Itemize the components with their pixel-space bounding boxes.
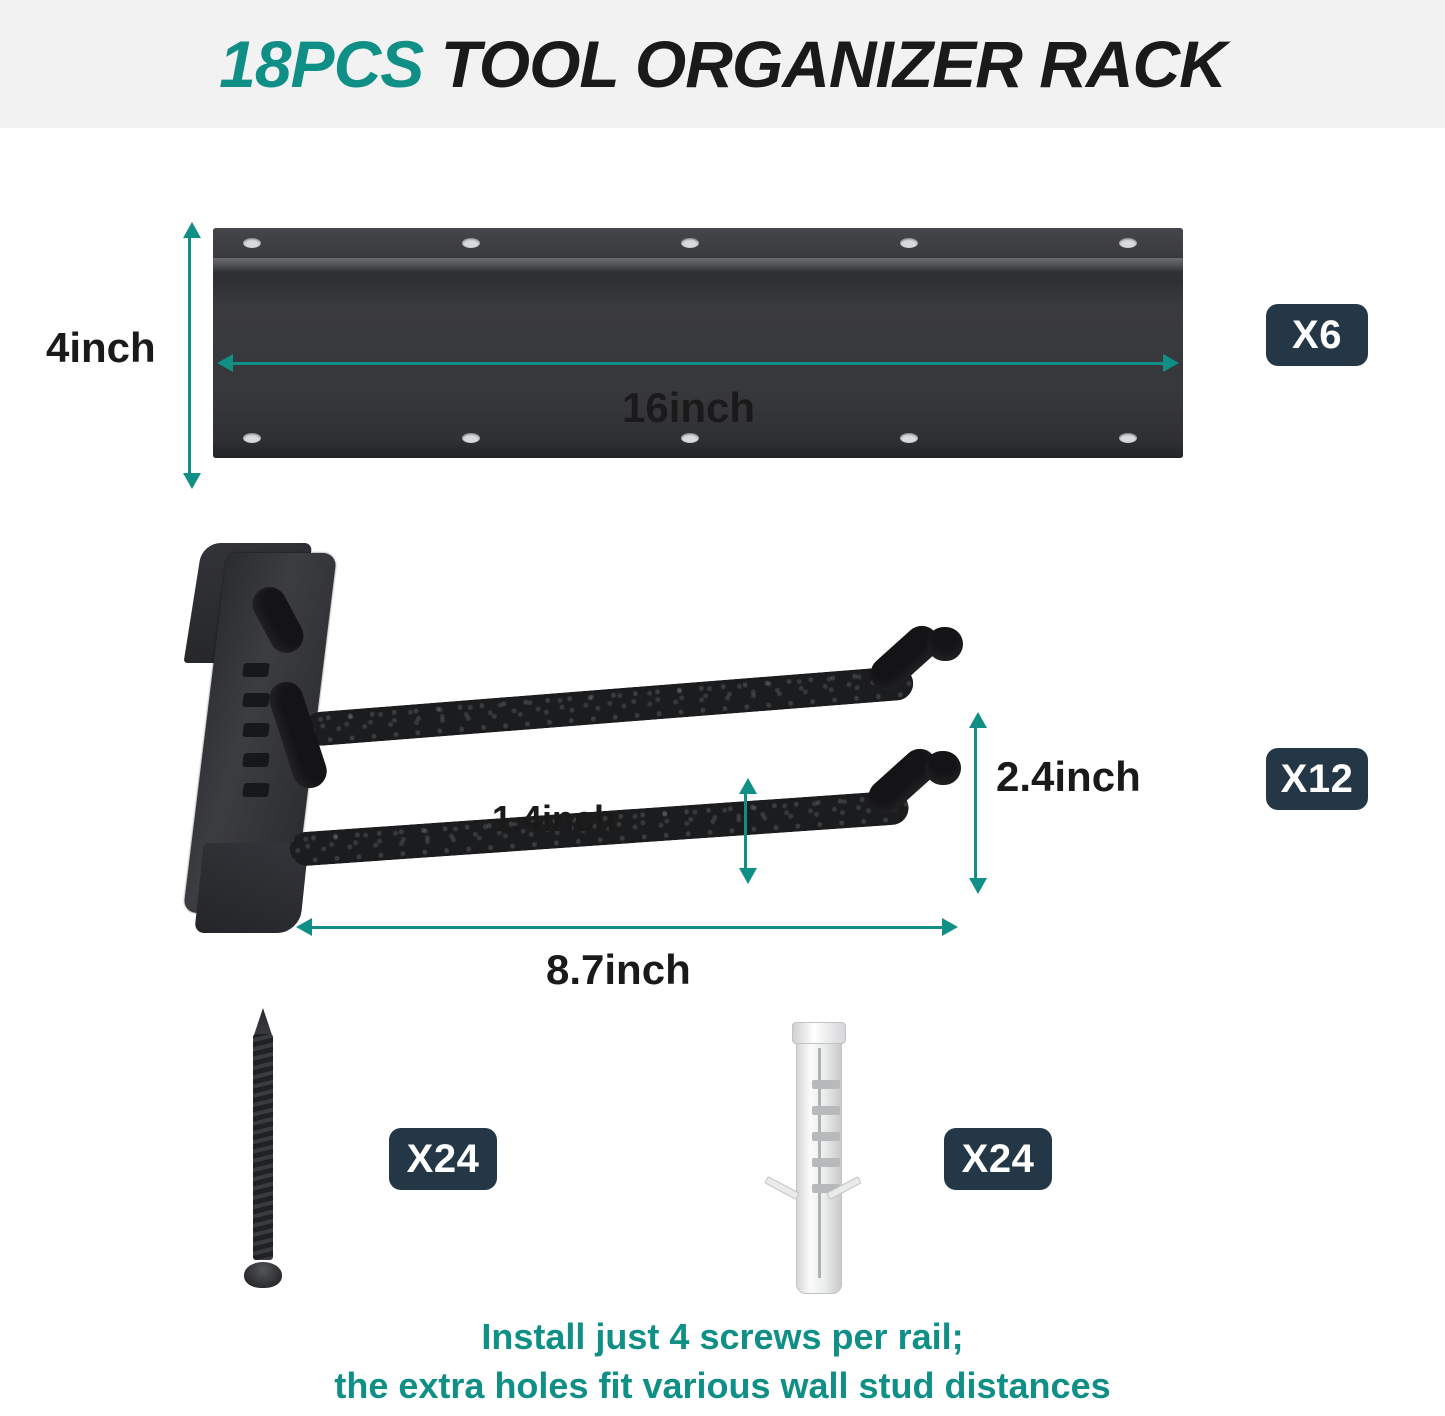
rail-width-arrow-right xyxy=(1163,354,1179,372)
rail-width-arrow-left xyxy=(217,354,233,372)
mounting-hole xyxy=(1119,433,1137,443)
screw-product-image xyxy=(240,1008,286,1288)
hook-depth-arrow-left xyxy=(296,918,312,936)
rail-height-arrow-top xyxy=(183,222,201,238)
hook-depth-arrow-right xyxy=(942,918,958,936)
hook-outer-height-label: 2.4inch xyxy=(996,753,1141,800)
rail-height-arrow-bottom xyxy=(183,473,201,489)
hook-lower-arm-tip-end xyxy=(924,750,961,785)
hook-depth-label: 8.7inch xyxy=(546,946,691,993)
anchor-collar xyxy=(792,1022,846,1044)
mounting-hole xyxy=(900,238,918,248)
hook-inner-height-arrow-top xyxy=(739,778,757,794)
page-title-count: 18PCS xyxy=(219,27,424,101)
footer-note xyxy=(0,1313,1445,1410)
rail-width-dimension-line xyxy=(233,362,1163,365)
screw-head xyxy=(244,1262,282,1288)
product-diagram-canvas xyxy=(0,128,1445,1416)
mounting-hole xyxy=(243,238,261,248)
mounting-hole xyxy=(681,238,699,248)
hook-upper-arm-foam xyxy=(304,665,915,747)
hook-slot xyxy=(242,663,270,677)
rail-quantity-badge: X6 xyxy=(1266,304,1368,366)
page-title-rest: TOOL ORGANIZER RACK xyxy=(423,27,1226,101)
anchor-rib xyxy=(812,1132,840,1141)
hook-inner-height-arrow-bottom xyxy=(739,868,757,884)
hook-upper-arm-tip-end xyxy=(926,626,963,661)
wall-anchor-product-image xyxy=(778,1008,864,1298)
page-title xyxy=(219,26,1226,102)
anchor-rib xyxy=(812,1158,840,1167)
hook-quantity-badge: X12 xyxy=(1266,748,1368,810)
mounting-hole xyxy=(243,433,261,443)
footer-line-1: Install just 4 screws per rail; xyxy=(481,1316,964,1357)
mounting-hole xyxy=(1119,238,1137,248)
anchor-wing-left xyxy=(764,1176,800,1200)
header-banner xyxy=(0,0,1445,128)
hook-depth-dimension-line xyxy=(312,926,942,929)
hook-slot xyxy=(242,753,270,767)
hook-outer-height-dimension-line xyxy=(974,728,977,878)
rail-width-label: 16inch xyxy=(622,384,756,431)
anchor-quantity-badge: X24 xyxy=(944,1128,1052,1190)
mounting-hole xyxy=(462,433,480,443)
footer-line-2: the extra holes fit various wall stud distances xyxy=(334,1364,1111,1406)
hook-slot xyxy=(242,783,270,797)
mounting-hole xyxy=(900,433,918,443)
rail-lip xyxy=(213,258,1183,272)
hook-inner-height-label: 1.4inch xyxy=(492,798,617,839)
mounting-hole xyxy=(681,433,699,443)
screw-quantity-badge: X24 xyxy=(389,1128,497,1190)
rail-bottom-edge xyxy=(213,438,1183,458)
mounting-hole xyxy=(462,238,480,248)
hook-slot xyxy=(242,723,270,737)
anchor-rib xyxy=(812,1106,840,1115)
hook-product-image xyxy=(185,543,1005,963)
hook-inner-height-dimension-line xyxy=(744,793,747,868)
hook-slot xyxy=(242,693,270,707)
rail-height-label: 4inch xyxy=(46,324,156,371)
rail-height-dimension-line xyxy=(188,238,191,473)
screw-shaft xyxy=(253,1034,273,1260)
hook-outer-height-arrow-bottom xyxy=(969,878,987,894)
anchor-rib xyxy=(812,1080,840,1089)
hook-outer-height-arrow-top xyxy=(969,712,987,728)
